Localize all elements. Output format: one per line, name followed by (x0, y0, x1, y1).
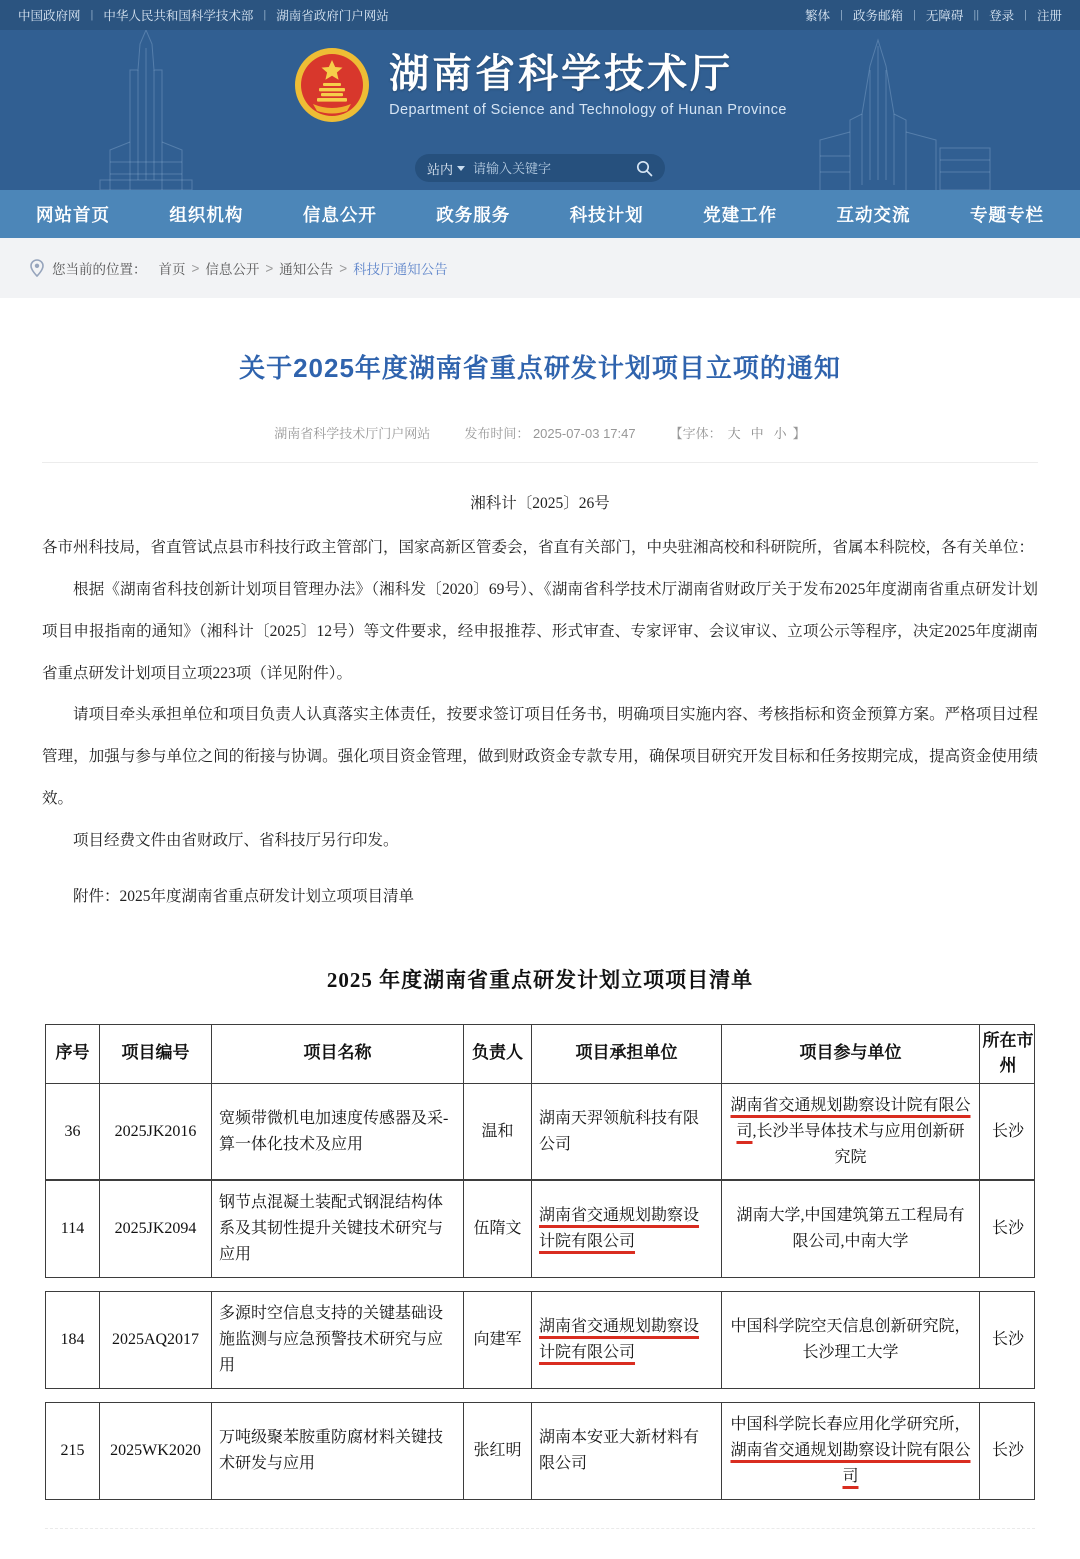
table-cell (979, 1084, 1036, 1180)
site-title: 湖南省科学技术厅 (389, 52, 734, 96)
cell-content (53, 1119, 92, 1145)
publish-time-value: 2025-07-03 17:47 (532, 426, 636, 441)
cell-content (987, 1119, 1029, 1145)
separator: || (973, 9, 980, 21)
red-underlined-company: 湖南省交通规划勘察设计院有限公司 (539, 1207, 700, 1251)
table-row (46, 1403, 1034, 1499)
cell-content (219, 1190, 456, 1268)
cell-text: 114 (60, 1220, 85, 1238)
cell-content (219, 1106, 456, 1158)
red-underlined-company: 湖南省交通规划勘察设计院有限公司 (730, 1096, 971, 1140)
search-box (415, 154, 665, 182)
site-subtitle: Department of Science and Technology of Hunan Province (389, 102, 787, 118)
nav-item-网站首页[interactable]: 网站首页 (36, 204, 110, 225)
red-underlined-company: 湖南省交通规划勘察设计院有限公司 (730, 1441, 971, 1485)
topbar-link[interactable]: 登录 (989, 9, 1015, 23)
cell-content (471, 1216, 524, 1242)
cell-content (107, 1119, 204, 1145)
cell-content (471, 1327, 524, 1353)
nav-item-专题专栏[interactable]: 专题专栏 (969, 204, 1044, 225)
cell-text: 伍隋文 (473, 1220, 522, 1238)
article-panel (0, 298, 1080, 1559)
cell-text: 中国科学院长春应用化学研究所， (730, 1415, 971, 1433)
breadcrumb-item[interactable]: 科技厅通知公告 (353, 262, 448, 277)
breadcrumb (0, 238, 1080, 298)
cell-text: 温和 (481, 1122, 514, 1140)
table-cell (979, 1292, 1036, 1388)
article-paragraph: 项目经费文件由省财政厅、省科技厅另行印发。 (73, 831, 399, 849)
cell-text: 2025AQ2017 (111, 1331, 200, 1349)
publish-time-label: 发布时间： (464, 426, 530, 441)
cell-text: 36 (64, 1122, 81, 1140)
breadcrumb-item[interactable]: 信息公开 (205, 262, 260, 277)
location-pin-icon (30, 259, 44, 277)
cell-text: 钢节点混凝土装配式钢混结构体系及其韧性提升关键技术研究与应用 (219, 1194, 444, 1264)
topbar-link[interactable]: 政务邮箱 (853, 9, 904, 23)
cell-content (729, 1093, 972, 1171)
table-header-cell: 所在市州 (979, 1025, 1036, 1083)
cell-content (729, 1203, 972, 1255)
cell-content (539, 1106, 714, 1158)
table-cell (979, 1181, 1036, 1277)
cell-content (539, 1203, 714, 1255)
table-cell (463, 1181, 531, 1277)
cell-content (471, 1119, 524, 1145)
table-header-cell: 项目承担单位 (531, 1025, 721, 1083)
cell-text: 湖南本安亚大新材料有限公司 (539, 1428, 700, 1472)
table-cell (46, 1292, 99, 1388)
article-paragraph: 根据《湖南省科技创新计划项目管理办法》（湘科发〔2020〕69号）、《湖南省科学技术厅湖南省财政厅关于发布2025年度湖南省重点研发计划项目申报指南的通知》（湘科计〔2025〕12号）等文件要求，经申报推荐、形式审查、专家评审、会议审议、立项公示等程序，决定2025年度湖南省重点研发计划项目立项223项（详见附件）。 (42, 580, 1038, 682)
separator: | (840, 9, 843, 21)
national-emblem-logo (293, 46, 371, 124)
table-cell (531, 1181, 721, 1277)
cell-content (107, 1216, 204, 1242)
table-row (46, 1292, 1034, 1388)
table-blocks (45, 1180, 1035, 1499)
cell-content (729, 1412, 972, 1490)
attachment-line: 附件：2025年度湖南省重点研发计划立项项目清单 (73, 887, 415, 905)
table-cell (46, 1084, 99, 1180)
nav-item-党建工作[interactable]: 党建工作 (703, 204, 778, 225)
cell-content (107, 1438, 204, 1464)
table-cell (99, 1181, 211, 1277)
table-cell (721, 1084, 979, 1180)
article-paragraph: 请项目牵头承担单位和项目负责人认真落实主体责任，按要求签订项目任务书，明确项目实施内容、考核指标和资金预算方案。严格项目过程管理，加强与参与单位之间的衔接与协调。强化项目资金管理，做到财政资金专款专用，确保项目研究开发目标和任务按期完成，提高资金使用绩效。 (42, 706, 1038, 808)
cell-text: ,长沙半导体技术与应用创新研究院 (752, 1122, 965, 1166)
topbar-link[interactable]: 湖南省政府门户网站 (276, 9, 389, 23)
breadcrumb-item[interactable]: 通知公告 (279, 262, 334, 277)
brand (0, 46, 1080, 124)
table-cell (211, 1292, 463, 1388)
font-size-label: 【字体： (669, 426, 722, 441)
breadcrumb-items (155, 258, 452, 278)
table-cell (721, 1181, 979, 1277)
cell-text: 宽频带微机电加速度传感器及采-算一体化技术及应用 (219, 1109, 449, 1153)
topbar-link[interactable]: 中华人民共和国科学技术部 (103, 9, 254, 23)
font-size-大[interactable]: 大 (727, 426, 741, 441)
table-block (45, 1402, 1035, 1500)
table-header-cell: 负责人 (463, 1025, 531, 1083)
cell-text: 2025JK2094 (114, 1220, 197, 1238)
breadcrumb-label: 您当前的位置： (52, 262, 147, 277)
table-header-cell: 序号 (55, 1043, 90, 1063)
breadcrumb-separator: > (191, 260, 200, 276)
table-cell (721, 1403, 979, 1499)
table-header-cell: 项目参与单位 (721, 1025, 979, 1083)
font-size-小[interactable]: 小 (773, 426, 787, 441)
article-source: 湖南省科学技术厅门户网站 (274, 426, 431, 441)
next-row-hint-line (45, 1528, 1035, 1529)
cell-text: 长沙 (991, 1122, 1024, 1140)
separator: | (263, 9, 267, 21)
table-cell (721, 1292, 979, 1388)
search-scope-label: 站内 (427, 161, 454, 177)
cell-content (53, 1438, 92, 1464)
cell-text: 2025JK2016 (114, 1122, 197, 1140)
search-input[interactable] (471, 160, 630, 177)
cell-content (539, 1314, 714, 1366)
site-header (0, 30, 1080, 190)
font-size-label-end: 】 (792, 426, 806, 441)
table-cell (211, 1403, 463, 1499)
page-title: 关于2025年度湖南省重点研发计划项目立项的通知 (239, 353, 841, 383)
cell-content (987, 1327, 1029, 1353)
cell-text: 多源时空信息支持的关键基础设施监测与应急预警技术研究与应用 (219, 1305, 444, 1374)
cell-content (53, 1216, 92, 1242)
topbar-link[interactable]: 繁体 (805, 9, 831, 23)
chevron-down-icon (457, 166, 465, 171)
topbar-links-left (18, 6, 389, 24)
font-size-links (724, 423, 791, 442)
table-header-row (46, 1025, 1034, 1083)
cell-text: 湖南天羿领航科技有限公司 (539, 1109, 700, 1153)
table-block (45, 1291, 1035, 1389)
table-cell (46, 1181, 99, 1277)
table-cell (46, 1403, 99, 1499)
table-cell (979, 1403, 1036, 1499)
nav-item-互动交流[interactable]: 互动交流 (836, 204, 911, 225)
table-block (45, 1180, 1035, 1278)
table-row (46, 1083, 1034, 1180)
cell-text: 215 (60, 1441, 85, 1459)
topbar-link[interactable]: 无障碍 (925, 9, 964, 23)
cell-content (219, 1425, 456, 1477)
cell-content (729, 1314, 972, 1366)
cell-text: 2025WK2020 (110, 1441, 201, 1459)
article-body (42, 527, 1038, 862)
red-underlined-company: 湖南省交通规划勘察设计院有限公司 (539, 1318, 700, 1362)
separator: | (1024, 9, 1027, 21)
table-cell (531, 1403, 721, 1499)
breadcrumb-separator: > (265, 260, 274, 276)
table-cell (531, 1292, 721, 1388)
table-header-cell: 项目编号 (99, 1025, 211, 1083)
table-cell (531, 1084, 721, 1180)
table-cell (211, 1181, 463, 1277)
font-size-中[interactable]: 中 (750, 426, 764, 441)
cell-text: 张红明 (473, 1441, 522, 1459)
cell-content (539, 1425, 714, 1477)
breadcrumb-item[interactable]: 首页 (158, 262, 186, 277)
separator: | (913, 9, 916, 21)
nav-item-科技计划[interactable]: 科技计划 (569, 204, 644, 225)
table-cell (99, 1292, 211, 1388)
nav-item-组织机构[interactable]: 组织机构 (169, 204, 244, 225)
cell-content (219, 1301, 456, 1379)
nav-item-政务服务[interactable]: 政务服务 (436, 204, 511, 225)
article-paragraph: 各市州科技局，省直管试点县市科技行政主管部门，国家高新区管委会，省直有关部门，中央驻湘高校和科研院所，省属本科院校，各有关单位： (42, 539, 1035, 556)
table-cell (211, 1084, 463, 1180)
table-row (46, 1181, 1034, 1277)
cell-text: 184 (60, 1331, 85, 1349)
topbar-links-right (805, 6, 1062, 24)
publish-time (464, 423, 635, 442)
search-button[interactable] (636, 160, 653, 177)
table-cell (99, 1084, 211, 1180)
attachment-table-title: 2025 年度湖南省重点研发计划立项项目清单 (326, 967, 754, 992)
document-number: 湘科计〔2025〕26号 (470, 495, 610, 512)
table-block-head (45, 1024, 1035, 1181)
search-scope-dropdown[interactable] (427, 159, 465, 178)
topbar (0, 0, 1080, 30)
cell-text: 长沙 (991, 1441, 1024, 1459)
cell-text: 湖南大学,中国建筑第五工程局有限公司,中南大学 (736, 1207, 965, 1251)
cell-text: 中国科学院空天信息创新研究院，长沙理工大学 (730, 1318, 971, 1362)
nav-item-信息公开[interactable]: 信息公开 (302, 204, 377, 225)
article-meta (42, 423, 1038, 463)
main-nav (0, 190, 1080, 238)
cell-content (471, 1438, 524, 1464)
breadcrumb-separator: > (339, 260, 348, 276)
topbar-link[interactable]: 注册 (1036, 9, 1062, 23)
font-size-control (670, 423, 806, 442)
attachment-table (45, 1024, 1035, 1529)
table-cell (463, 1292, 531, 1388)
cell-content (987, 1438, 1029, 1464)
cell-content (987, 1216, 1029, 1242)
cell-content (53, 1327, 92, 1353)
table-cell (463, 1084, 531, 1180)
topbar-link[interactable]: 中国政府网 (18, 9, 81, 23)
cell-text: 万吨级聚苯胺重防腐材料关键技术研发与应用 (219, 1428, 444, 1472)
cell-text: 长沙 (991, 1220, 1024, 1238)
cell-text: 向建军 (473, 1331, 522, 1349)
cell-content (107, 1327, 204, 1353)
table-cell (99, 1403, 211, 1499)
separator: | (90, 9, 94, 21)
cell-text: 长沙 (991, 1331, 1024, 1349)
table-header-cell: 项目名称 (211, 1025, 463, 1083)
table-cell (463, 1403, 531, 1499)
search-icon (636, 160, 653, 177)
